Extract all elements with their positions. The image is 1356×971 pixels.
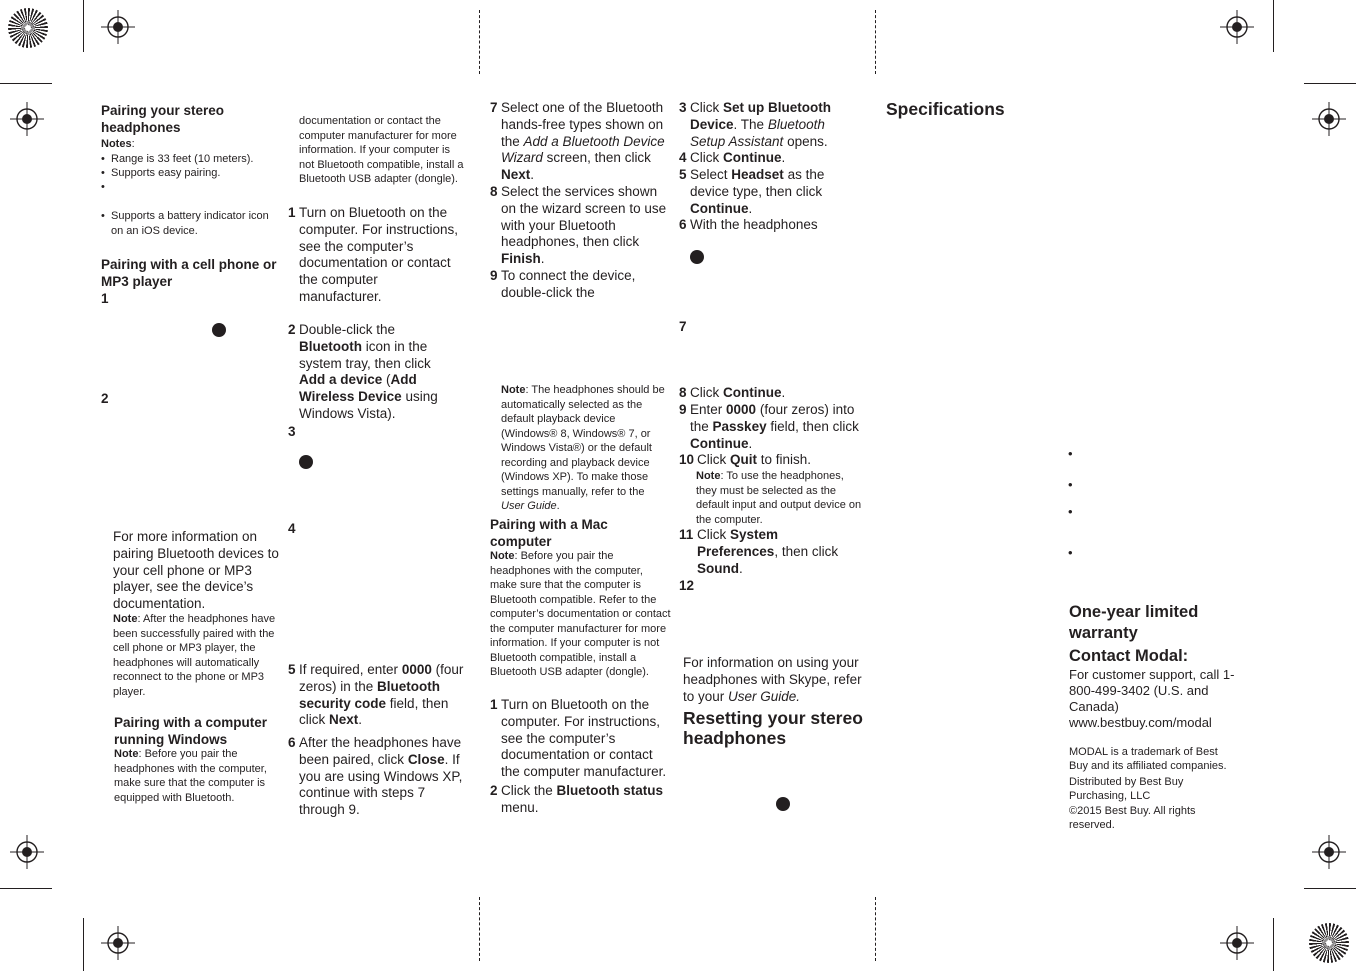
button-indicator-icon (299, 455, 313, 469)
step-number: 4 (288, 521, 296, 536)
crosshair-icon (101, 10, 135, 44)
playback-note: Note: The headphones should be automatically selected as the default playback device (Windows® 8, Windows® 7, or Windows Vista®) or the default recording and playback device (Windows XP). To make those settings manually, refer to the User Guide. (501, 384, 665, 512)
crosshair-icon (1220, 10, 1254, 44)
pairing-heading: Pairing your stereo headphones (101, 103, 225, 135)
resetting-heading: Resetting your stereo headphones (683, 708, 863, 748)
mac-default-device-note: Note: To use the headphones, they must be selected as the default input and output device on the computer. (696, 470, 862, 526)
bullet-icon: • (1068, 446, 1073, 461)
website-link[interactable]: www.bestbuy.com/modal (1069, 715, 1212, 730)
button-indicator-icon (690, 250, 704, 264)
mac-note: Note: Before you pair the headphones with the computer, make sure that the computer is Bluetooth compatible. Refer to the computer’s documentation or contact the computer manufacturer for more information. If your computer is not Bluetooth compatible, install a Bluetooth USB adapter (dongle). (490, 550, 671, 678)
notes-label: Notes: (101, 138, 135, 150)
specifications-heading: Specifications (886, 99, 1005, 119)
step-number: 3 (288, 424, 296, 439)
windows-note: Note: Before you pair the headphones with the computer, make sure that the computer is equipped with Bluetooth. (114, 748, 267, 804)
step-number: 7 (679, 319, 687, 334)
crosshair-icon (1220, 926, 1254, 960)
step-number: 1 (101, 291, 109, 306)
reconnect-note: Note: After the headphones have been successfully paired with the cell phone or MP3 player, the headphones will automatically reconnect to the phone or MP3 player. (113, 613, 276, 698)
more-info-text: For more information on pairing Bluetooth devices to your cell phone or MP3 player, see the device’s documentation. (113, 529, 279, 612)
registration-starburst-icon (8, 8, 48, 48)
step-number: 2 (101, 391, 109, 406)
crosshair-icon (10, 835, 44, 869)
button-indicator-icon (776, 797, 790, 811)
bullet-icon: • (101, 210, 105, 222)
support-link[interactable] (1069, 715, 1212, 731)
continued-text: documentation or contact the computer manufacturer for more information. If your computer is not Bluetooth compatible, install a Bluetooth USB adapter (dongle). (299, 115, 464, 185)
button-indicator-icon (212, 323, 226, 337)
crosshair-icon (1312, 102, 1346, 136)
bullet-icon: • (101, 181, 105, 193)
mac-heading: Pairing with a Mac computer (490, 517, 608, 549)
contact-heading: Contact Modal: (1069, 647, 1189, 665)
note-item: Supports a battery indicator icon on an iOS device. (111, 210, 269, 237)
windows-heading: Pairing with a computer running Windows (114, 715, 268, 747)
skype-info: For information on using your headphones with Skype, refer to your User Guide. (683, 655, 862, 704)
note-item: Supports easy pairing. (111, 167, 221, 179)
bullet-icon: • (1068, 545, 1073, 560)
bullet-icon: • (101, 167, 105, 179)
step-number: 12 (679, 578, 695, 593)
customer-support-text: For customer support, call 1-800-499-3402 (U.S. and Canada) (1069, 667, 1235, 714)
distributor-text: Distributed by Best Buy Purchasing, LLC (1069, 776, 1184, 802)
bullet-icon: • (1068, 477, 1073, 492)
crosshair-icon (101, 926, 135, 960)
trademark-text: MODAL is a trademark of Best Buy and its affiliated companies. (1069, 746, 1227, 772)
warranty-heading: One-year limited warranty (1069, 603, 1199, 642)
crosshair-icon (1312, 835, 1346, 869)
note-item: Range is 33 feet (10 meters). (111, 153, 254, 165)
bullet-icon: • (101, 153, 105, 165)
crosshair-icon (10, 102, 44, 136)
cell-phone-heading: Pairing with a cell phone or MP3 player (101, 257, 277, 289)
bullet-icon: • (1068, 504, 1073, 519)
registration-starburst-icon (1309, 923, 1349, 963)
copyright-text: ©2015 Best Buy. All rights reserved. (1069, 805, 1196, 831)
